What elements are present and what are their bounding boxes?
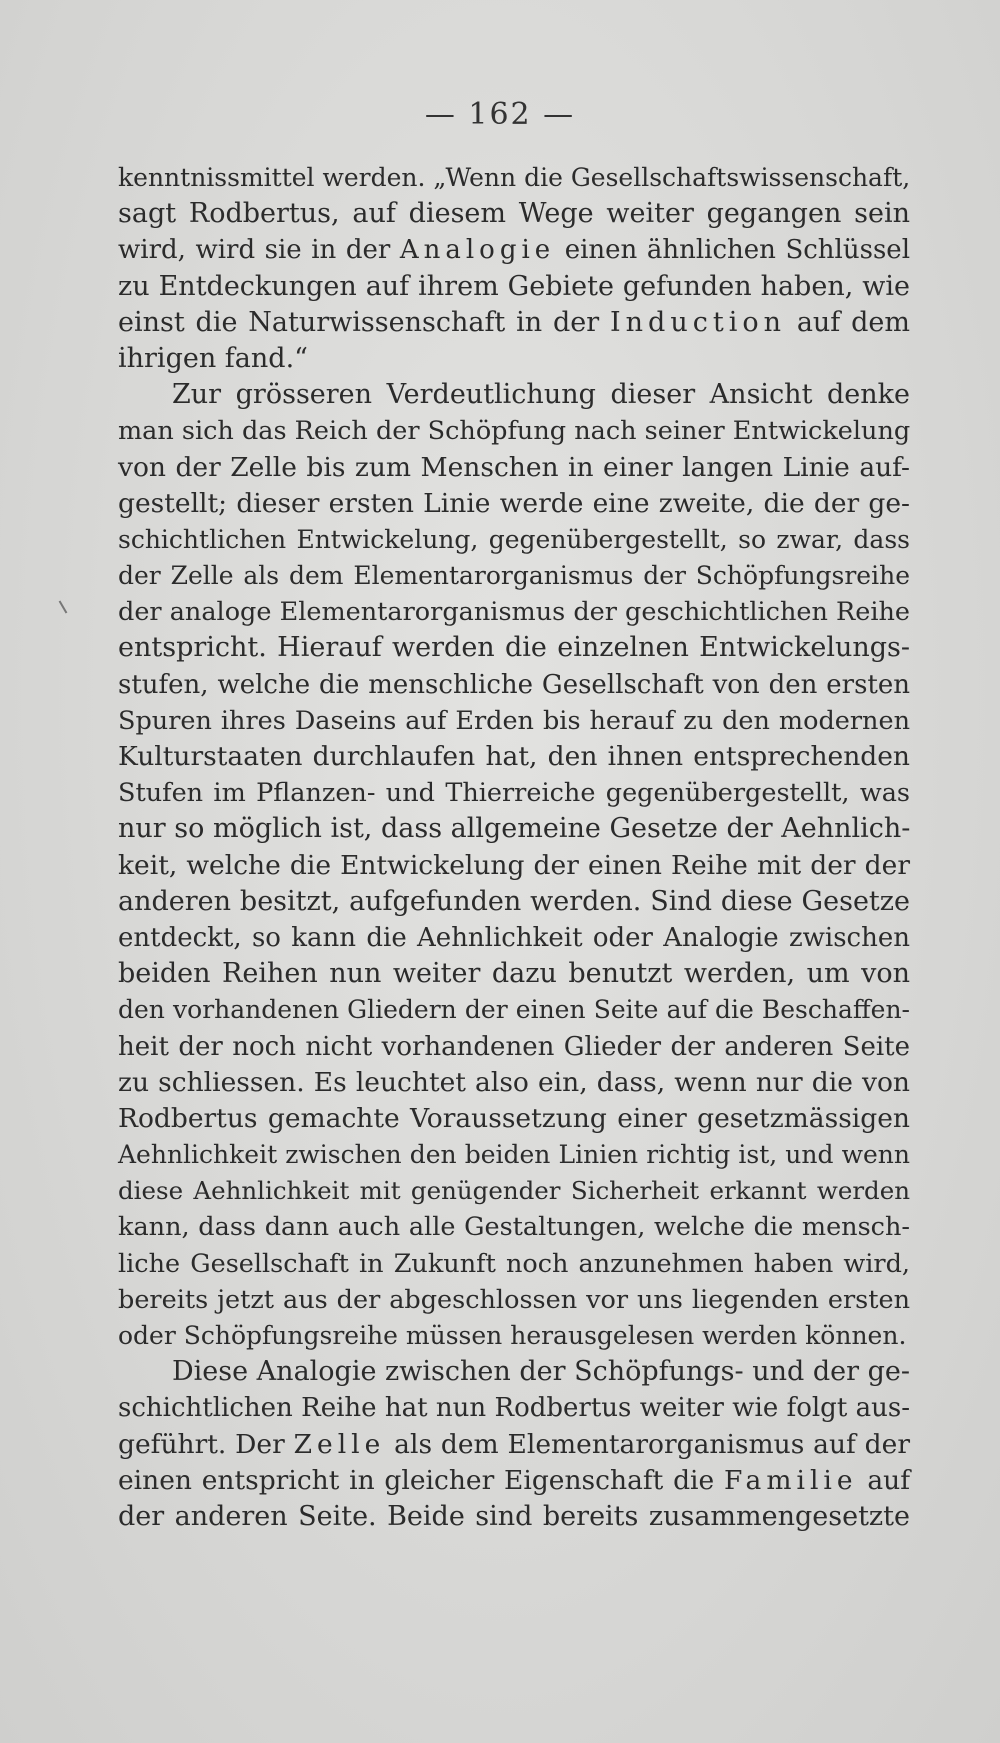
body-text <box>118 160 910 1535</box>
text-line: beiden Reihen nun weiter dazu benutzt werden, um von <box>118 958 910 990</box>
text-line: Kulturstaaten durchlaufen hat, den ihnen entsprechenden <box>118 741 910 772</box>
text-line: schichtlichen Reihe hat nun Rodbertus weiter wie folgt aus- <box>118 1393 910 1424</box>
text-line: sagt Rodbertus, auf diesem Wege weiter gegangen sein <box>118 198 910 230</box>
text-line: der Zelle als dem Elementarorganismus der Schöpfungsreihe <box>118 561 910 591</box>
text-line: Rodbertus gemachte Voraussetzung einer gesetzmässigen <box>118 1102 910 1134</box>
paragraph-start-line: Zur grösseren Verdeutlichung dieser Ansicht denke <box>172 379 910 411</box>
text-line: anderen besitzt, aufgefunden werden. Sind diese Gesetze <box>118 885 910 917</box>
text-line: zu schliessen. Es leuchtet also ein, dass, wenn nur die von <box>118 1066 910 1098</box>
emphasized-word: Induction <box>610 306 786 338</box>
margin-mark <box>59 600 68 613</box>
text-line: der analoge Elementarorganismus der geschichtlichen Reihe <box>118 597 910 628</box>
text-line: den vorhandenen Gliedern der einen Seite auf die Beschaffen- <box>118 995 910 1025</box>
text-line: entspricht. Hierauf werden die einzelnen Entwickelungs- <box>118 632 910 664</box>
text-line: keit, welche die Entwickelung der einen Reihe mit der der <box>118 849 910 881</box>
text-line: diese Aehnlichkeit mit genügender Sicherheit erkannt werden <box>118 1176 910 1206</box>
text-line: geführt. Der Zelle als dem Elementarorganismus auf der <box>118 1428 910 1460</box>
text-line: von der Zelle bis zum Menschen in einer langen Linie auf- <box>118 451 910 483</box>
page-number: — 162 — <box>424 97 576 132</box>
text-line: wird, wird sie in der Analogie einen ähnlichen Schlüssel <box>118 235 911 266</box>
text-line: liche Gesellschaft in Zukunft noch anzunehmen haben wird, <box>118 1248 910 1279</box>
text-line: Spuren ihres Daseins auf Erden bis herauf zu den modernen <box>118 705 910 736</box>
text-line: zu Entdeckungen auf ihrem Gebiete gefunden haben, wie <box>118 270 910 302</box>
text-line: einst die Naturwissenschaft in der Induction auf dem <box>118 306 911 338</box>
text-line: man sich das Reich der Schöpfung nach seiner Entwickelung <box>118 416 911 447</box>
text-line: ihrigen fand.“ <box>118 342 308 374</box>
text-line: entdeckt, so kann die Aehnlichkeit oder Analogie zwischen <box>118 922 910 953</box>
text-line: oder Schöpfungsreihe müssen herausgelesen werden können. <box>118 1321 907 1350</box>
text-line: bereits jetzt aus der abgeschlossen vor uns liegenden ersten <box>118 1284 910 1315</box>
emphasized-word: Familie <box>723 1464 858 1496</box>
text-line: nur so möglich ist, dass allgemeine Gesetze der Aehnlich- <box>118 813 911 845</box>
paragraph-start-line: Diese Analogie zwischen der Schöpfungs- und der ge- <box>172 1356 911 1388</box>
text-line: Stufen im Pflanzen- und Thierreiche gegenübergestellt, was <box>118 778 910 809</box>
text-line: kenntnissmittel werden. „Wenn die Gesellschaftswissenschaft, <box>118 163 911 192</box>
text-line: einen entspricht in gleicher Eigenschaft die Familie auf <box>118 1464 910 1496</box>
text-line: gestellt; dieser ersten Linie werde eine zweite, die der ge- <box>118 487 910 519</box>
text-line: kann, dass dann auch alle Gestaltungen, welche die mensch- <box>118 1212 910 1243</box>
text-line: heit der noch nicht vorhandenen Glieder der anderen Seite <box>118 1031 910 1062</box>
text-line: der anderen Seite. Beide sind bereits zusammengesetzte <box>118 1500 910 1532</box>
emphasized-word: Analogie <box>399 235 556 266</box>
emphasized-word: Zelle <box>293 1428 386 1460</box>
text-line: Aehnlichkeit zwischen den beiden Linien richtig ist, und wenn <box>118 1140 910 1170</box>
text-line: schichtlichen Entwickelung, gegenübergestellt, so zwar, dass <box>118 524 910 554</box>
text-line: stufen, welche die menschliche Gesellschaft von den ersten <box>118 669 910 700</box>
